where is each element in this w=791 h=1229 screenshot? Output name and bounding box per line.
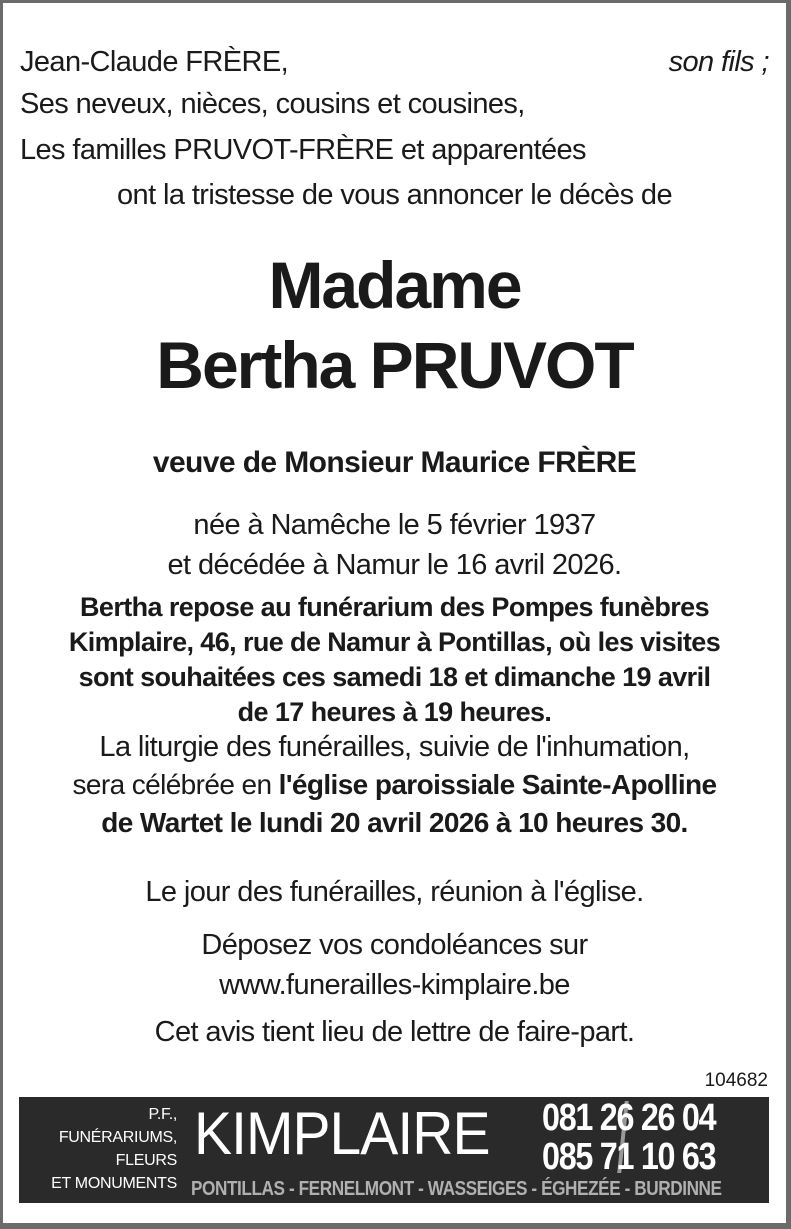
towns-list: PONTILLAS - FERNELMONT - WASSEIGES - ÉGHEZÉE - BURDINNE xyxy=(191,1178,722,1200)
death-notice xyxy=(3,3,786,1223)
deceased-name: Bertha PRUVOT xyxy=(156,328,633,402)
phone-1: 081 26 26 04 xyxy=(542,1097,716,1139)
liturgy-line-3: de Wartet le lundi 20 avril 2026 à 10 heures 30. xyxy=(101,807,688,838)
intro-line-3: Les familles PRUVOT-FRÈRE et apparentées xyxy=(20,134,586,166)
notice-line: Cet avis tient lieu de lettre de faire-part. xyxy=(154,1016,635,1048)
intro-line-2: Ses neveux, nièces, cousins et cousines, xyxy=(20,88,525,120)
intro-relation: son fils ; xyxy=(668,46,769,78)
service-item: FLEURS xyxy=(115,1152,177,1169)
service-item: ET MONUMENTS xyxy=(51,1175,177,1192)
intro-line-4: ont la tristesse de vous annoncer le décès de xyxy=(117,179,672,211)
services-list xyxy=(51,1103,177,1195)
death-line: et décédée à Namur le 16 avril 2026. xyxy=(167,549,622,581)
meeting-line: Le jour des funérailles, réunion à l'église. xyxy=(145,876,644,908)
visits-line: sont souhaitées ces samedi 18 et dimanche 19 avril xyxy=(78,662,711,692)
liturgy-line-2 xyxy=(3,770,786,801)
service-item: FUNÉRARIUMS, xyxy=(58,1129,177,1146)
visits-line: Bertha repose au funérarium des Pompes funèbres xyxy=(80,592,709,622)
liturgy-line-1: La liturgie des funérailles, suivie de l'inhumation, xyxy=(99,731,690,763)
service-item: P.F., xyxy=(148,1106,177,1123)
intro-line-1: Jean-Claude FRÈRE, xyxy=(20,46,289,78)
church-name: l'église paroissiale Sainte-Apolline xyxy=(278,769,717,800)
visits-line: Kimplaire, 46, rue de Namur à Pontillas, où les visites xyxy=(68,627,721,657)
brand-name: KIMPLAIRE xyxy=(194,1100,490,1167)
liturgy-plain: sera célébrée en xyxy=(72,769,279,800)
condolences-url[interactable]: www.funerailles-kimplaire.be xyxy=(219,969,570,1001)
phone-2: 085 71 10 63 xyxy=(542,1136,716,1178)
birth-line: née à Namêche le 5 février 1937 xyxy=(193,509,596,541)
funeral-home-banner xyxy=(19,1097,769,1203)
visits-line: de 17 heures à 19 heures. xyxy=(237,697,552,727)
spouse-line: veuve de Monsieur Maurice FRÈRE xyxy=(152,446,637,479)
deceased-title: Madame xyxy=(268,248,521,322)
condolences-line: Déposez vos condoléances sur xyxy=(201,929,588,961)
reference-number: 104682 xyxy=(704,1070,768,1091)
